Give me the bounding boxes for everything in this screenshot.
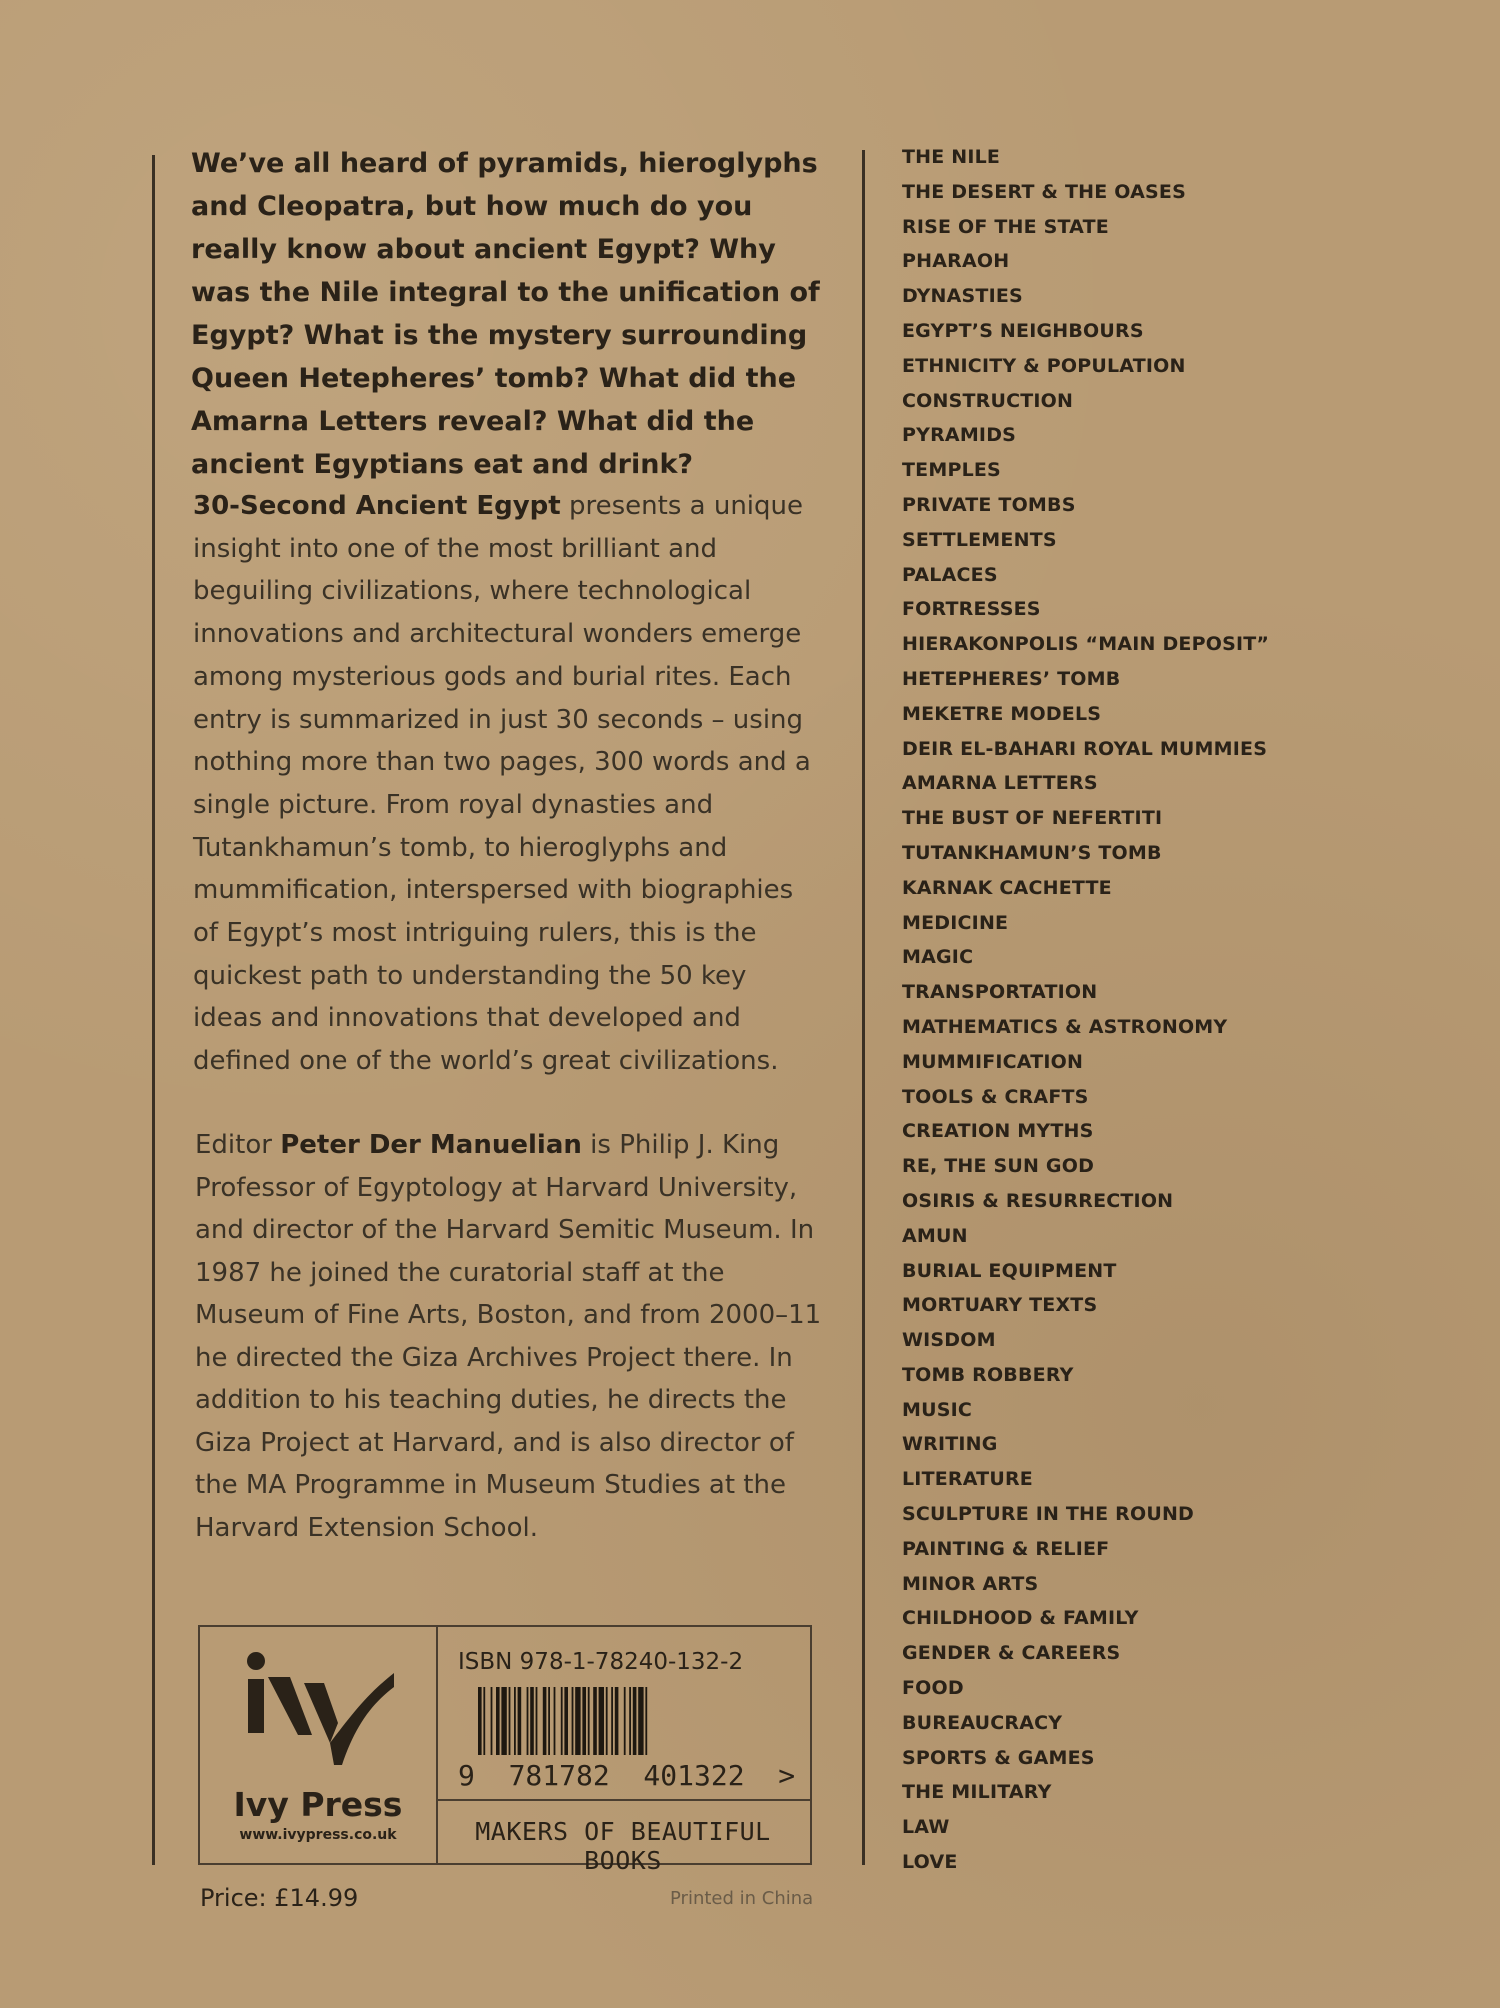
contents-item: CREATION MYTHS xyxy=(902,1120,1094,1143)
contents-item: THE NILE xyxy=(902,146,1001,168)
contents-item: EGYPT’S NEIGHBOURS xyxy=(902,319,1144,342)
printed-in-label: Printed in China xyxy=(670,1888,814,1909)
isbn-number: ISBN 978-1-78240-132-2 xyxy=(458,1649,744,1675)
contents-item: TUTANKHAMUN’S TOMB xyxy=(902,841,1162,864)
bio-prefix: Editor xyxy=(195,1130,281,1160)
column-divider xyxy=(862,150,865,1865)
contents-item: LITERATURE xyxy=(902,1468,1033,1491)
book-title: 30-Second Ancient Egypt xyxy=(193,491,561,521)
intro-questions: We’ve all heard of pyramids, hieroglyphs and Cleopatra, but how much do you really know about ancient Egypt? Why was the Nile integral to the unification of Egypt? What is the mystery surrounding Queen Hetepheres’ tomb? What did the Amarna Letters reveal? What did the ancient Egyptians eat and drink? xyxy=(191,148,820,480)
left-rule xyxy=(152,155,155,1865)
contents-item: CONSTRUCTION xyxy=(902,389,1074,412)
contents-item: MORTUARY TEXTS xyxy=(902,1294,1098,1317)
contents-item: THE DESERT & THE OASES xyxy=(902,180,1186,203)
contents-item: HIERAKONPOLIS “MAIN DEPOSIT” xyxy=(902,633,1270,656)
contents-item: HETEPHERES’ TOMB xyxy=(902,667,1121,690)
contents-item: SETTLEMENTS xyxy=(902,528,1057,551)
contents-list xyxy=(902,140,1270,1880)
editor-bio xyxy=(195,1124,825,1549)
contents-item: THE BUST OF NEFERTITI xyxy=(902,807,1163,830)
contents-item: SCULPTURE IN THE ROUND xyxy=(902,1503,1195,1526)
contents-item: PRIVATE TOMBS xyxy=(902,493,1076,516)
contents-item: OSIRIS & RESURRECTION xyxy=(902,1189,1174,1212)
publisher-imprint-box xyxy=(198,1625,812,1875)
contents-item: FORTRESSES xyxy=(902,598,1041,621)
contents-item: MAGIC xyxy=(902,946,974,969)
publisher-logo-cell xyxy=(200,1627,438,1863)
contents-item: MUMMIFICATION xyxy=(902,1050,1084,1073)
contents-item: BUREAUCRACY xyxy=(902,1711,1063,1734)
contents-item: PALACES xyxy=(902,563,998,586)
contents-item: DYNASTIES xyxy=(902,285,1023,308)
contents-item: RISE OF THE STATE xyxy=(902,215,1109,238)
barcode-digits: 9 781782 401322 > xyxy=(458,1759,796,1790)
contents-item: PAINTING & RELIEF xyxy=(902,1537,1110,1560)
description-text: presents a unique insight into one of the most brilliant and beguiling civilizations, where technological innovations and architectural wonders emerge among mysterious gods and burial rites. Each entry is summarized in just 30 seconds – using nothing more than two pages, 300 words and a single picture. From royal dynasties and Tutankhamun’s tomb, to hieroglyphs and mummification, interspersed with biographies of Egypt’s most intriguing rulers, this is the quickest path to understanding the 50 key ideas and innovations that developed and defined one of the world’s great civilizations. xyxy=(193,491,811,1077)
contents-item: AMUN xyxy=(902,1224,968,1247)
contents-item: TRANSPORTATION xyxy=(902,981,1098,1004)
contents-item: AMARNA LETTERS xyxy=(902,772,1098,795)
barcode xyxy=(450,1685,800,1790)
contents-item: TEMPLES xyxy=(902,459,1001,482)
publisher-tagline: MAKERS OF BEAUTIFUL BOOKS xyxy=(475,1817,771,1875)
contents-item: WRITING xyxy=(902,1433,998,1456)
contents-item: ETHNICITY & POPULATION xyxy=(902,354,1186,377)
contents-item: KARNAK CACHETTE xyxy=(902,876,1112,899)
contents-item: THE MILITARY xyxy=(902,1781,1052,1804)
contents-item: MINOR ARTS xyxy=(902,1572,1039,1595)
publisher-website: www.ivypress.co.uk xyxy=(239,1827,397,1843)
tagline-divider xyxy=(436,1799,810,1801)
book-description xyxy=(193,485,823,1083)
editor-name: Peter Der Manuelian xyxy=(280,1130,582,1160)
contents-item: MEKETRE MODELS xyxy=(902,702,1102,725)
contents-item: BURIAL EQUIPMENT xyxy=(902,1259,1117,1282)
contents-item: LOVE xyxy=(902,1851,958,1874)
contents-item: PHARAOH xyxy=(902,250,1010,273)
price: Price: £14.99 xyxy=(200,1884,359,1912)
contents-item: CHILDHOOD & FAMILY xyxy=(902,1607,1139,1630)
contents-item: SPORTS & GAMES xyxy=(902,1746,1095,1769)
contents-item: TOOLS & CRAFTS xyxy=(902,1085,1089,1108)
contents-item: PYRAMIDS xyxy=(902,424,1017,447)
contents-item: LAW xyxy=(902,1816,950,1839)
contents-item: GENDER & CAREERS xyxy=(902,1642,1121,1665)
contents-item: MEDICINE xyxy=(902,911,1009,934)
publisher-name: Ivy Press xyxy=(233,1785,403,1824)
contents-item: RE, THE SUN GOD xyxy=(902,1155,1095,1178)
contents-item: MUSIC xyxy=(902,1398,973,1421)
contents-item: WISDOM xyxy=(902,1329,996,1352)
contents-item: TOMB ROBBERY xyxy=(902,1363,1074,1386)
contents-item: MATHEMATICS & ASTRONOMY xyxy=(902,1015,1228,1038)
contents-item: DEIR EL-BAHARI ROYAL MUMMIES xyxy=(902,737,1268,760)
bio-text: is Philip J. King Professor of Egyptology at Harvard University, and director of the Harvard Semitic Museum. In 1987 he joined the curatorial staff at the Museum of Fine Arts, Boston, and from 2000–11 he directed the Giza Archives Project there. In addition to his teaching duties, he directs the Giza Project at Harvard, and is also director of the MA Programme in Museum Studies at the Harvard Extension School. xyxy=(195,1130,822,1543)
ivy-logo-icon xyxy=(238,1647,398,1777)
contents-item: FOOD xyxy=(902,1677,964,1700)
